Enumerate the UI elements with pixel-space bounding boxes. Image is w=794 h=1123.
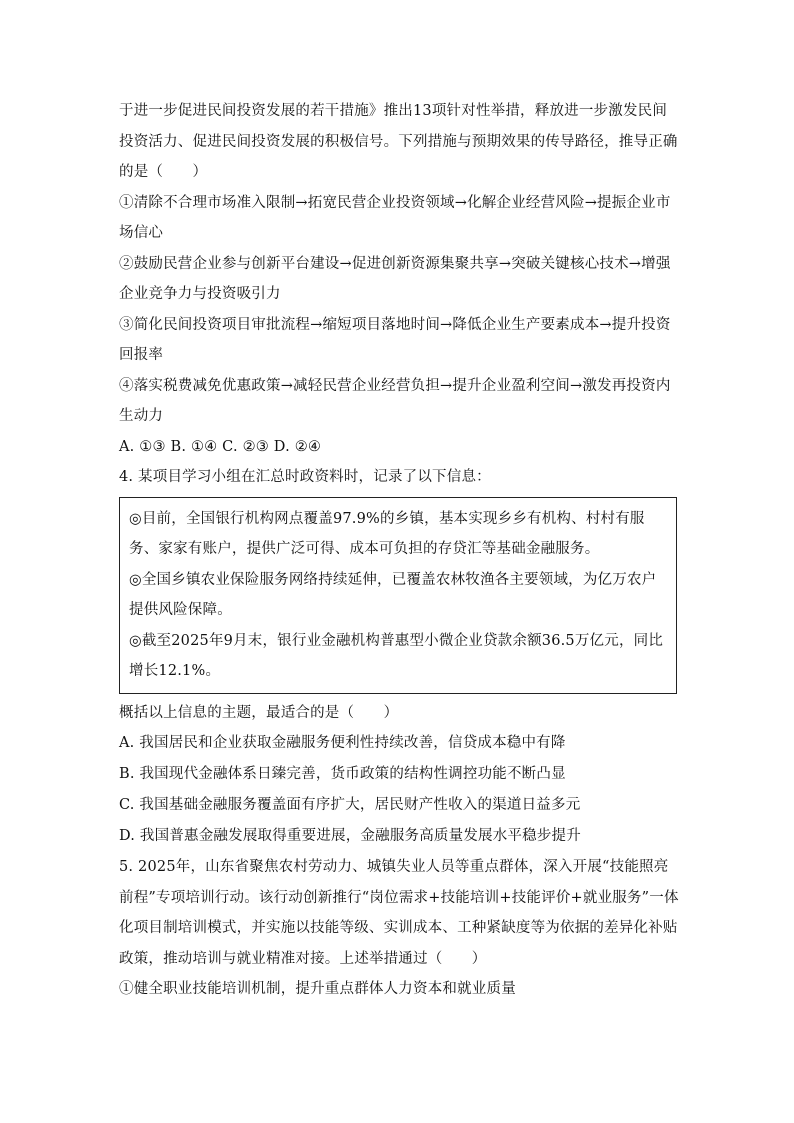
q3-stem: 于进一步促进民间投资发展的若干措施》推出13项针对性举措，释放进一步激发民间投资活力、促进民间投资发展的积极信号。下列措施与预期效果的传导路径，推导正确的是（ ） — [119, 103, 678, 180]
q4-box-item-3: ◎截至2025年9月末，银行业金融机构普惠型小微企业贷款余额36.5万亿元，同比增长12.1%。 — [129, 632, 664, 679]
q4-options — [119, 728, 679, 852]
q4-question: 概括以上信息的主题，最适合的是（ ） — [119, 704, 399, 721]
q4-box-item-1: ◎目前，全国银行机构网点覆盖97.9%的乡镇，基本实现乡乡有机构、村村有服务、家家有账户，提供广泛可得、成本可负担的存贷汇等基础金融服务。 — [129, 510, 645, 557]
q3-item-3: ③简化民间投资项目审批流程→缩短项目落地时间→降低企业生产要素成本→提升投资回报率 — [119, 316, 671, 363]
q5-stem: 5. 2025年，山东省聚焦农村劳动力、城镇失业人员等重点群体，深入开展“技能照亮前程”专项培训行动。该行动创新推行“岗位需求+技能培训+技能评价+就业服务”一体化项目制培训模式，并实施以技能等级、实训成本、工种紧缺度等为依据的差异化补贴政策，推动培训与就业精准对接。上述举措通过（ ） — [119, 859, 679, 967]
q3-item-2: ②鼓励民营企业参与创新平台建设→促进创新资源集聚共享→突破关键核心技术→增强企业竞争力与投资吸引力 — [119, 255, 671, 302]
q4-option-b: B. 我国现代金融体系日臻完善，货币政策的结构性调控功能不断凸显 — [119, 766, 566, 782]
q3-item-1: ①清除不合理市场准入限制→拓宽民营企业投资领域→化解企业经营风险→提振企业市场信心 — [119, 194, 671, 241]
q4-box-item-2: ◎全国乡镇农业保险服务网络持续延伸，已覆盖农林牧渔各主要领域，为亿万农户提供风险保障。 — [129, 571, 657, 618]
q4-info-box — [119, 497, 677, 694]
q4-option-c: C. 我国基础金融服务覆盖面有序扩大，居民财产性收入的渠道日益多元 — [119, 797, 581, 813]
q3-item-4: ④落实税费减免优惠政策→减轻民营企业经营负担→提升企业盈利空间→激发再投资内生动力 — [119, 377, 671, 424]
q3-choices: A. ①③ B. ①④ C. ②③ D. ②④ — [119, 438, 322, 455]
q5-item-1: ①健全职业技能培训机制，提升重点群体人力资本和就业质量 — [119, 981, 516, 997]
q4-option-a: A. 我国居民和企业获取金融服务便利性持续改善，信贷成本稳中有降 — [119, 735, 566, 751]
document-page — [119, 96, 679, 1005]
q4-option-d: D. 我国普惠金融发展取得重要进展，金融服务高质量发展水平稳步提升 — [119, 828, 581, 844]
q4-stem: 4. 某项目学习小组在汇总时政资料时，记录了以下信息： — [119, 469, 491, 485]
